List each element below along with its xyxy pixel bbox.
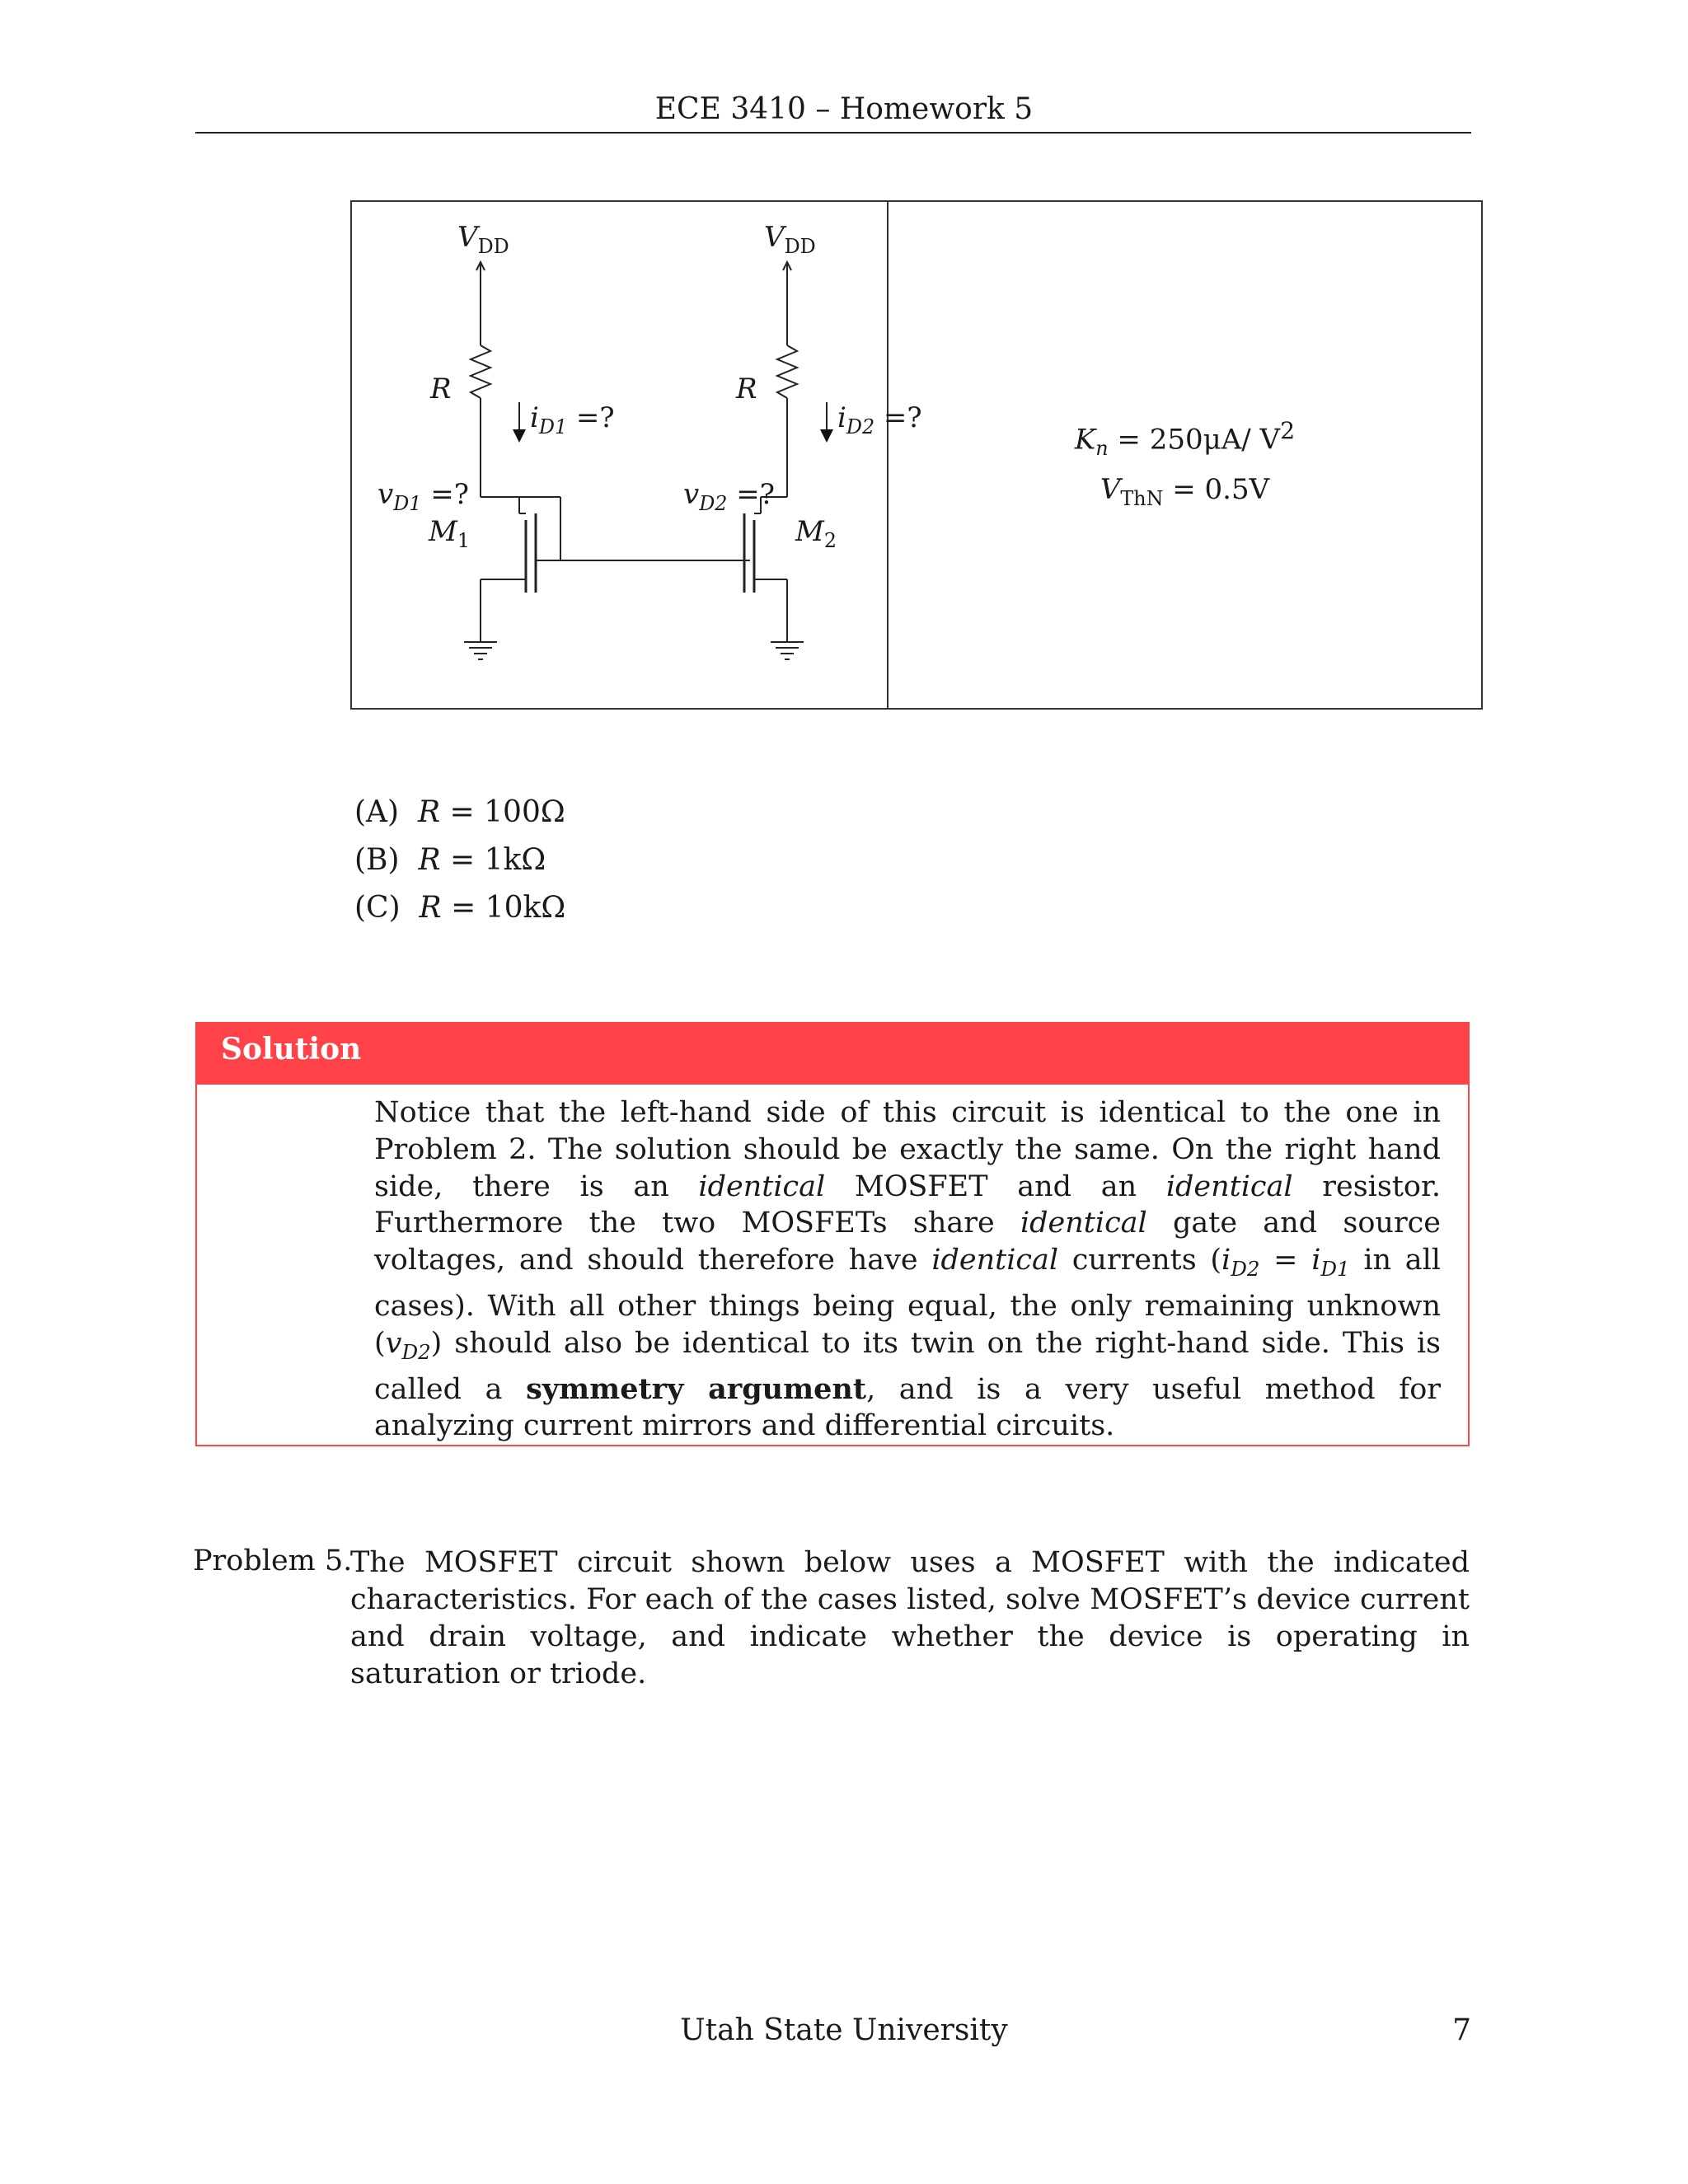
ground-symbol-1: [464, 642, 497, 659]
voltage-label-vd2: $v_{D2}$ =?: [683, 478, 775, 515]
solution-text: Notice that the left-hand side of this circuit is identical to the one in Problem 2. The solution should be exactly the same. On the right hand side, there is an identical MOSFET and an identical resistor. Furthermore the two MOSFETs share identical gate and source voltages, and should therefore have identical currents ($i_{D2} = i_{D1}$ in all cases). With all other things being equal, the only remaining unknown $(v_{D2})$ should also be identical to its twin on the right-hand side. This is called a symmetry argument, and is a very useful method for analyzing current mirrors and differential circuits.: [374, 1096, 1442, 1443]
param-kn: $K_n = 250\mu A/$ $V^2$: [1074, 417, 1296, 461]
case-b: (B) R = 1kΩ: [354, 843, 546, 877]
solution-title-bar: [195, 1022, 1470, 1085]
case-a: (A) R = 100Ω: [354, 795, 565, 829]
voltage-label-vd1: $v_{D1}$ =?: [377, 478, 469, 515]
transistor-label-m2: $M_2$: [795, 515, 837, 552]
current-arrow-id1: [513, 402, 526, 443]
vdd-arrow-2: [783, 262, 791, 283]
current-label-id2: $i_{D2}$ =?: [837, 401, 922, 438]
header-rule: [195, 132, 1471, 134]
page-header-title: ECE 3410 – Homework 5: [654, 92, 1034, 126]
vdd-label-1: $V_{DD}$: [457, 221, 509, 258]
footer-university: Utah State University: [680, 2013, 1008, 2047]
ground-symbol-2: [771, 642, 804, 659]
resistor-r1: [471, 345, 490, 398]
param-vth: $V_{ThN} = 0.5V$: [1100, 473, 1270, 510]
problem-text: The MOSFET circuit shown below uses a MOSFET with the indicated characteristics. For each of the cases listed, solve MOSFET’s device current and drain voltage, and indicate whether the device is operating in saturation or triode.: [350, 1546, 1470, 1690]
case-c: (C) R = 10kΩ: [354, 891, 566, 925]
resistor-r2: [777, 345, 797, 398]
vdd-arrow-1: [476, 262, 485, 283]
circuit-diagram: [350, 200, 887, 710]
current-arrow-id2: [820, 402, 833, 443]
current-label-id1: $i_{D1}$ =?: [530, 401, 615, 438]
problem-label: Problem 5.: [193, 1544, 353, 1577]
page-number: 7: [1452, 2013, 1471, 2047]
resistor-label-r2: R: [736, 373, 757, 405]
transistor-label-m1: $M_1$: [429, 515, 470, 552]
resistor-label-r1: R: [430, 373, 452, 405]
vdd-label-2: $V_{DD}$: [764, 221, 816, 258]
solution-title: Solution: [221, 1032, 362, 1066]
